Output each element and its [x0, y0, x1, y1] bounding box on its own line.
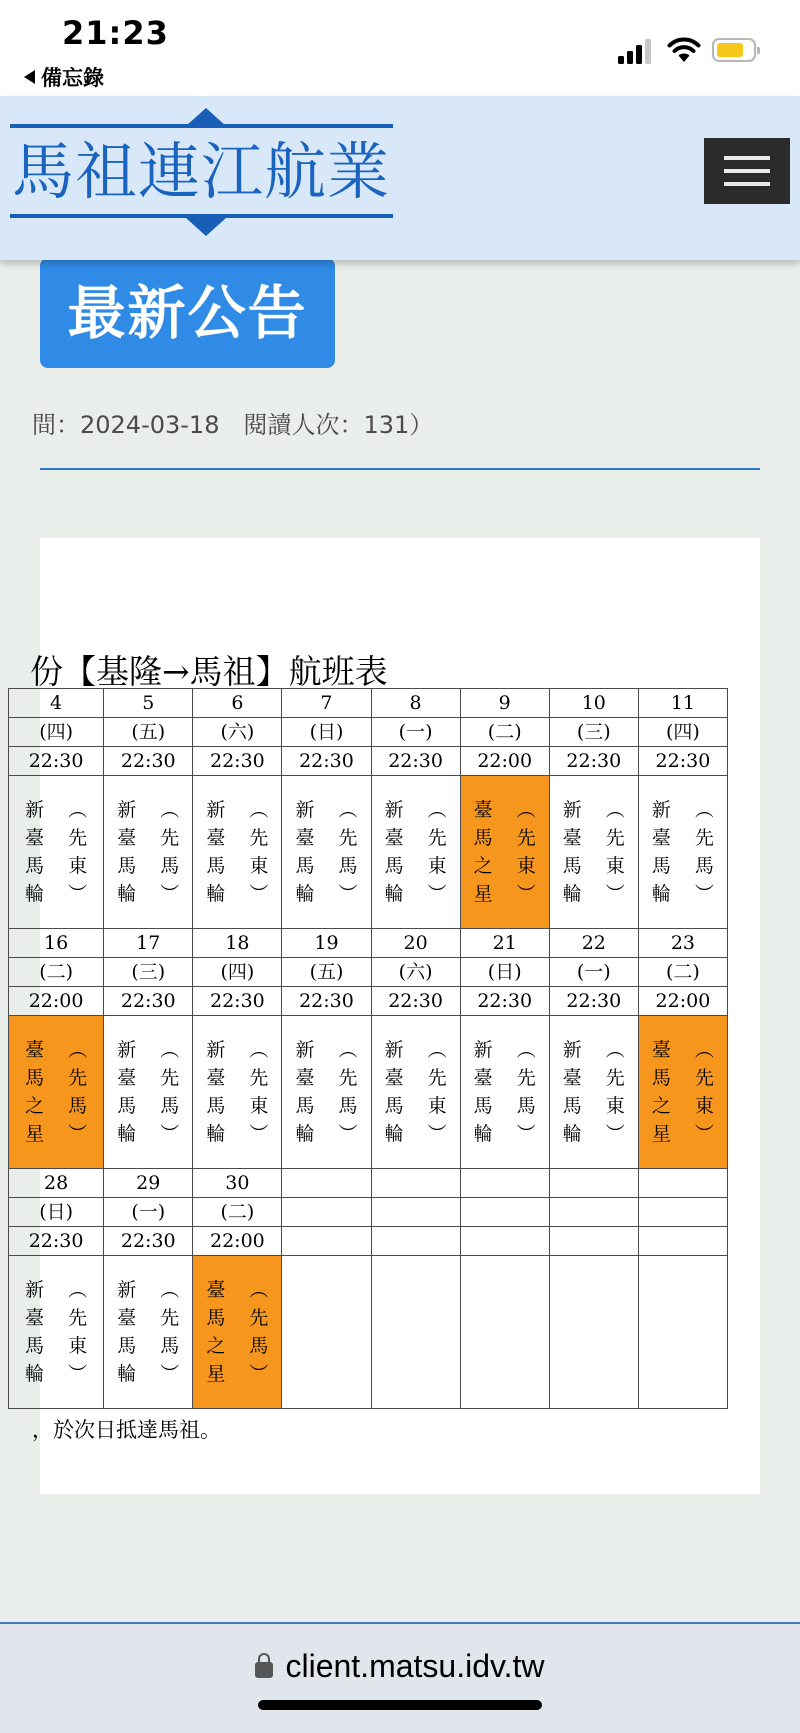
- schedule-row-ship: [9, 776, 728, 929]
- departure-time-cell: 22:00: [460, 747, 549, 776]
- departure-time-cell: 22:30: [460, 987, 549, 1016]
- weekday-cell: (日): [9, 1198, 104, 1227]
- weekday-cell: [638, 1198, 727, 1227]
- schedule-row-weekday: [9, 1198, 728, 1227]
- hamburger-icon: [724, 156, 770, 160]
- departure-time-cell: 22:30: [282, 747, 371, 776]
- ship-cell: [371, 1016, 460, 1169]
- weekday-cell: (六): [371, 958, 460, 987]
- departure-time-cell: [371, 1227, 460, 1256]
- departure-time-cell: 22:30: [549, 747, 638, 776]
- ship-cell: [638, 1016, 727, 1169]
- departure-time-cell: 22:30: [371, 747, 460, 776]
- schedule-row-date: [9, 689, 728, 718]
- departure-time-cell: 22:30: [549, 987, 638, 1016]
- ship-cell: [9, 1016, 104, 1169]
- date-cell: 6: [193, 689, 282, 718]
- route-note: ︵ 先 東 ︶: [427, 799, 447, 905]
- ship-cell: [9, 776, 104, 929]
- weekday-cell: (四): [193, 958, 282, 987]
- site-logo[interactable]: [10, 110, 393, 228]
- departure-time-cell: [460, 1227, 549, 1256]
- ship-name: 新 臺 馬 輪: [25, 1279, 45, 1385]
- clock: 21:23: [62, 14, 169, 52]
- weekday-cell: (二): [638, 958, 727, 987]
- ship-cell: [104, 776, 193, 929]
- schedule-image: [25, 538, 760, 1494]
- departure-time-cell: 22:30: [193, 747, 282, 776]
- cellular-signal-icon: [618, 36, 654, 64]
- departure-time-cell: 22:30: [193, 987, 282, 1016]
- departure-time-cell: 22:30: [104, 987, 193, 1016]
- ship-cell: [460, 1256, 549, 1409]
- back-to-app-button[interactable]: [24, 62, 104, 92]
- site-header: [0, 96, 800, 260]
- date-cell: [549, 1169, 638, 1198]
- schedule-row-ship: [9, 1016, 728, 1169]
- ship-cell: [549, 1256, 638, 1409]
- ship-name: 新 臺 馬 輪: [206, 1039, 226, 1145]
- ship-name: 新 臺 馬 輪: [295, 799, 315, 905]
- ship-name: 新 臺 馬 輪: [651, 799, 671, 905]
- route-note: ︵ 先 馬 ︶: [694, 799, 714, 905]
- ship-name: 新 臺 馬 輪: [295, 1039, 315, 1145]
- route-note: ︵ 先 馬 ︶: [68, 1039, 88, 1145]
- date-cell: 10: [549, 689, 638, 718]
- ship-cell: [549, 776, 638, 929]
- route-note: ︵ 先 馬 ︶: [249, 1279, 269, 1385]
- departure-time-cell: 22:00: [638, 987, 727, 1016]
- schedule-row-ship: [9, 1256, 728, 1409]
- ship-name: 新 臺 馬 輪: [562, 1039, 582, 1145]
- date-cell: 7: [282, 689, 371, 718]
- battery-icon: [712, 38, 756, 62]
- date-cell: 5: [104, 689, 193, 718]
- date-cell: [460, 1169, 549, 1198]
- route-note: ︵ 先 東 ︶: [427, 1039, 447, 1145]
- ship-name: 臺 馬 之 星: [651, 1039, 671, 1145]
- schedule-title: 份【基隆→馬祖】航班表: [30, 652, 388, 691]
- browser-address-bar[interactable]: [0, 1622, 800, 1733]
- weekday-cell: (日): [282, 718, 371, 747]
- ship-name: 新 臺 馬 輪: [117, 799, 137, 905]
- ship-cell: [193, 776, 282, 929]
- weekday-cell: (三): [104, 958, 193, 987]
- date-cell: 8: [371, 689, 460, 718]
- ship-cell: [282, 776, 371, 929]
- post-meta-text: 間：2024-03-18 閱讀人次：131）: [32, 411, 434, 439]
- schedule-row-time: [9, 1227, 728, 1256]
- ship-cell: [638, 1256, 727, 1409]
- ship-name: 新 臺 馬 輪: [473, 1039, 493, 1145]
- date-cell: 9: [460, 689, 549, 718]
- ship-cell: [371, 776, 460, 929]
- weekday-cell: (一): [371, 718, 460, 747]
- divider: [40, 468, 760, 470]
- ship-cell: [282, 1256, 371, 1409]
- schedule-row-date: [9, 1169, 728, 1198]
- ship-name: 新 臺 馬 輪: [562, 799, 582, 905]
- weekday-cell: (二): [9, 958, 104, 987]
- weekday-cell: [282, 1198, 371, 1227]
- ship-cell: [104, 1256, 193, 1409]
- weekday-cell: (三): [549, 718, 638, 747]
- ship-cell: [371, 1256, 460, 1409]
- departure-time-cell: 22:30: [9, 1227, 104, 1256]
- ship-name: 臺 馬 之 星: [206, 1279, 226, 1385]
- schedule-table: [8, 688, 728, 1409]
- latest-news-button[interactable]: 最新公告: [40, 258, 335, 368]
- ship-name: 新 臺 馬 輪: [384, 1039, 404, 1145]
- route-note: ︵ 先 馬 ︶: [338, 1039, 358, 1145]
- departure-time-cell: 22:00: [193, 1227, 282, 1256]
- schedule-row-time: [9, 747, 728, 776]
- schedule-footnote: ，於次日抵達馬祖。: [32, 1418, 221, 1442]
- route-note: ︵ 先 馬 ︶: [160, 799, 180, 905]
- schedule-row-weekday: [9, 958, 728, 987]
- ship-name: 新 臺 馬 輪: [384, 799, 404, 905]
- date-cell: [371, 1169, 460, 1198]
- weekday-cell: (二): [460, 718, 549, 747]
- route-note: ︵ 先 東 ︶: [249, 1039, 269, 1145]
- date-cell: 29: [104, 1169, 193, 1198]
- departure-time-cell: 22:30: [371, 987, 460, 1016]
- date-cell: 18: [193, 929, 282, 958]
- departure-time-cell: 22:30: [104, 747, 193, 776]
- weekday-cell: [371, 1198, 460, 1227]
- route-note: ︵ 先 東 ︶: [68, 799, 88, 905]
- ship-cell: [193, 1256, 282, 1409]
- departure-time-cell: 22:30: [9, 747, 104, 776]
- schedule-row-weekday: [9, 718, 728, 747]
- date-cell: 23: [638, 929, 727, 958]
- post-meta: [32, 411, 760, 448]
- logo-text: 馬祖連江航業: [12, 135, 391, 208]
- date-cell: 21: [460, 929, 549, 958]
- date-cell: 19: [282, 929, 371, 958]
- date-cell: 28: [9, 1169, 104, 1198]
- weekday-cell: (一): [104, 1198, 193, 1227]
- departure-time-cell: [282, 1227, 371, 1256]
- ship-cell: [460, 1016, 549, 1169]
- status-bar: [0, 0, 800, 96]
- ship-cell: [282, 1016, 371, 1169]
- weekday-cell: (四): [9, 718, 104, 747]
- date-cell: 17: [104, 929, 193, 958]
- weekday-cell: [549, 1198, 638, 1227]
- back-arrow-icon: [24, 70, 35, 84]
- ship-name: 臺 馬 之 星: [25, 1039, 45, 1145]
- menu-button[interactable]: [704, 138, 790, 204]
- weekday-cell: (日): [460, 958, 549, 987]
- date-cell: [638, 1169, 727, 1198]
- logo-diamond-bottom: [186, 218, 226, 236]
- schedule-row-time: [9, 987, 728, 1016]
- ship-name: 新 臺 馬 輪: [25, 799, 45, 905]
- route-note: ︵ 先 東 ︶: [605, 799, 625, 905]
- date-cell: 30: [193, 1169, 282, 1198]
- ship-cell: [9, 1256, 104, 1409]
- back-app-label: 備忘錄: [41, 66, 104, 90]
- url-display[interactable]: [0, 1648, 800, 1685]
- weekday-cell: (四): [638, 718, 727, 747]
- ship-cell: [104, 1016, 193, 1169]
- date-cell: 20: [371, 929, 460, 958]
- departure-time-cell: [638, 1227, 727, 1256]
- hamburger-icon-line: [724, 182, 770, 186]
- route-note: ︵ 先 馬 ︶: [338, 799, 358, 905]
- departure-time-cell: 22:30: [104, 1227, 193, 1256]
- date-cell: 16: [9, 929, 104, 958]
- weekday-cell: (二): [193, 1198, 282, 1227]
- date-cell: 22: [549, 929, 638, 958]
- departure-time-cell: 22:30: [638, 747, 727, 776]
- route-note: ︵ 先 馬 ︶: [516, 1039, 536, 1145]
- departure-time-cell: 22:30: [282, 987, 371, 1016]
- ship-name: 新 臺 馬 輪: [206, 799, 226, 905]
- date-cell: 4: [9, 689, 104, 718]
- ship-name: 新 臺 馬 輪: [117, 1279, 137, 1385]
- weekday-cell: (五): [282, 958, 371, 987]
- date-cell: [282, 1169, 371, 1198]
- ship-cell: [193, 1016, 282, 1169]
- ship-cell: [549, 1016, 638, 1169]
- schedule-row-date: [9, 929, 728, 958]
- wifi-icon: [666, 34, 702, 64]
- route-note: ︵ 先 馬 ︶: [160, 1039, 180, 1145]
- route-note: ︵ 先 東 ︶: [516, 799, 536, 905]
- route-note: ︵ 先 東 ︶: [605, 1039, 625, 1145]
- weekday-cell: (五): [104, 718, 193, 747]
- ship-cell: [460, 776, 549, 929]
- route-note: ︵ 先 東 ︶: [249, 799, 269, 905]
- weekday-cell: [460, 1198, 549, 1227]
- departure-time-cell: [549, 1227, 638, 1256]
- route-note: ︵ 先 馬 ︶: [160, 1279, 180, 1385]
- date-cell: 11: [638, 689, 727, 718]
- logo-rule-top: [10, 124, 393, 128]
- home-indicator[interactable]: [258, 1700, 542, 1710]
- weekday-cell: (一): [549, 958, 638, 987]
- ship-cell: [638, 776, 727, 929]
- ship-name: 新 臺 馬 輪: [117, 1039, 137, 1145]
- hamburger-icon-line: [724, 169, 770, 173]
- lock-icon: [255, 1662, 273, 1678]
- weekday-cell: (六): [193, 718, 282, 747]
- ship-name: 臺 馬 之 星: [473, 799, 493, 905]
- url-text: client.matsu.idv.tw: [285, 1648, 545, 1684]
- route-note: ︵ 先 東 ︶: [68, 1279, 88, 1385]
- departure-time-cell: 22:00: [9, 987, 104, 1016]
- route-note: ︵ 先 東 ︶: [694, 1039, 714, 1145]
